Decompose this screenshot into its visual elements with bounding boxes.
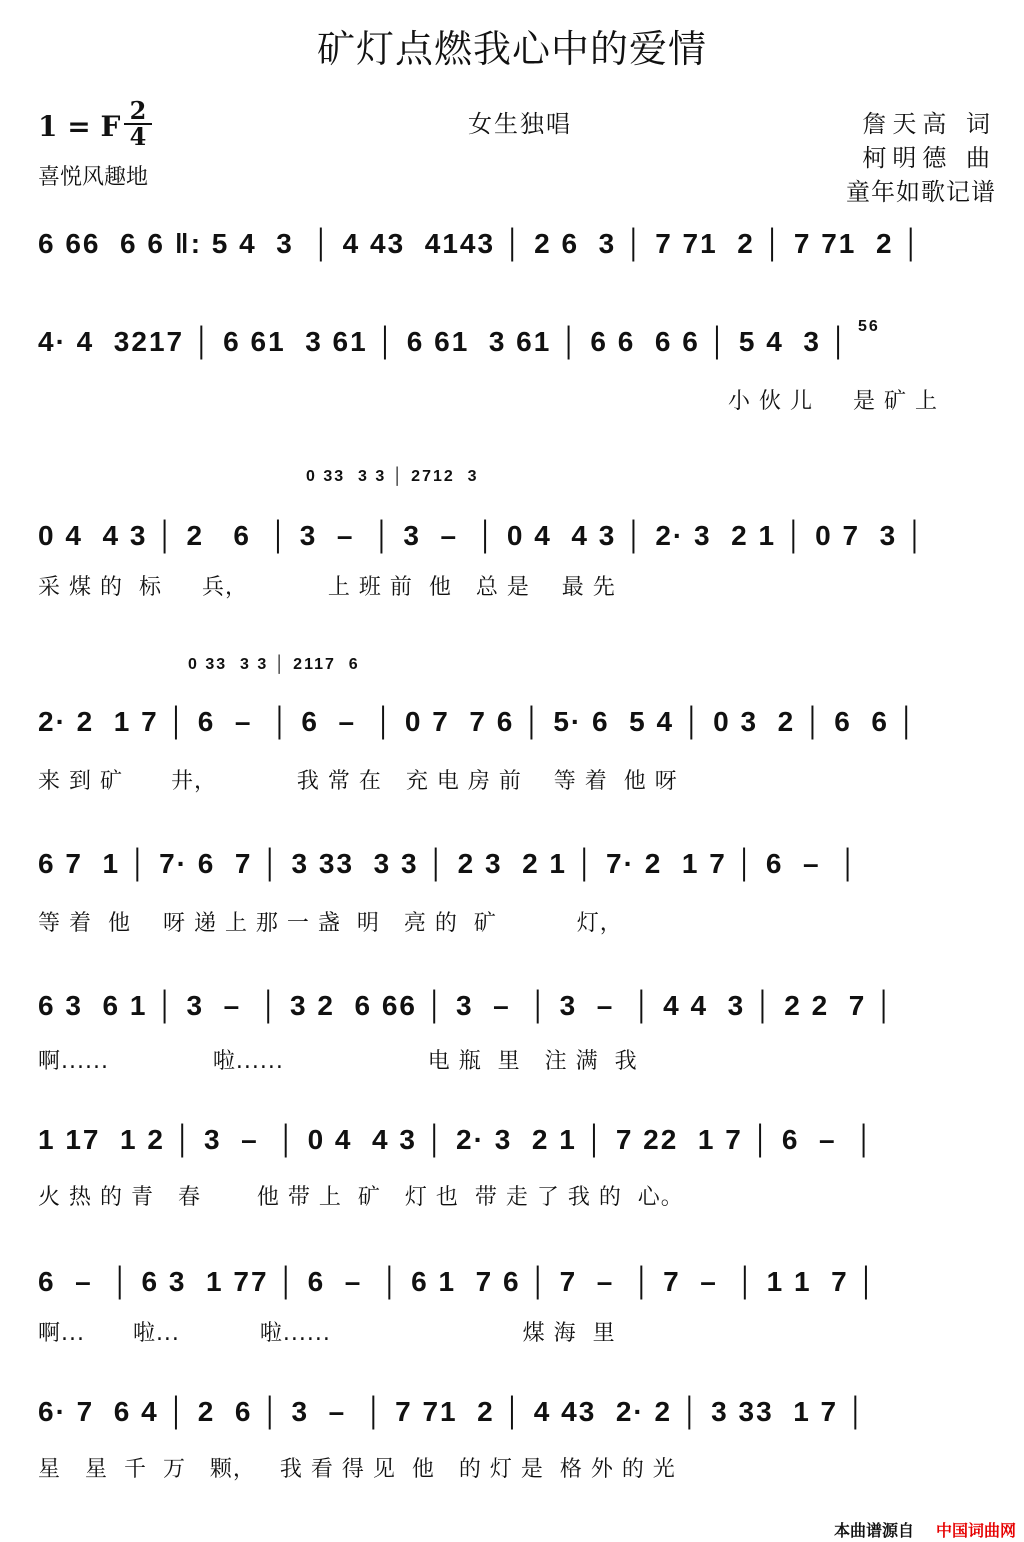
ossia-notes: 0 33 3 3 │ 2117 6 [188, 656, 360, 673]
meter-top: 2 [129, 96, 147, 125]
composer-credit: 柯明德 曲 [862, 144, 996, 172]
page-title: 矿灯点燃我心中的爱情 [316, 27, 707, 71]
key-signature: 1 = F [38, 110, 121, 143]
notation-row: 6 66 6 6 ‖: 5 4 3 │ 4 43 4143 │ 2 6 3 │ 7 71 2 │ 7 71 2 │ [38, 228, 923, 259]
transcriber-credit: 童年如歌记谱 [846, 178, 996, 206]
tempo-marking: 喜悦风趣地 [38, 165, 149, 190]
lyrics-row: 采 煤 的 标 兵， 上 班 前 他 总 是 最 先 [38, 575, 616, 600]
lyricist-credit: 詹天高 词 [862, 110, 996, 138]
footer-brand: 中国词曲网 [935, 1521, 1016, 1540]
notation-row: 6 7 1 │ 7· 6 7 │ 3 33 3 3 │ 2 3 2 1 │ 7· 2 1 7 │ 6 – │ [38, 848, 860, 879]
lyrics-row: 啊... 啦... 啦...... 煤 海 里 [38, 1321, 616, 1346]
grace-notes: 56 [858, 318, 880, 335]
notation-row: 2· 2 1 7 │ 6 – │ 6 – │ 0 7 7 6 │ 5· 6 5 4 │ 0 3 2 │ 6 6 │ [38, 706, 919, 737]
lyrics-row: 星 星 千 万 颗， 我 看 得 见 他 的 灯 是 格 外 的 光 [38, 1457, 676, 1482]
lyrics-row: 小 伙 儿 是 矿 上 [728, 389, 938, 414]
ossia-notes: 0 33 3 3 │ 2712 3 [306, 468, 479, 485]
notation-row: 6 3 6 1 │ 3 – │ 3 2 6 66 │ 3 – │ 3 – │ 4 4 3 │ 2 2 7 │ [38, 990, 896, 1021]
notation-row: 0 4 4 3 │ 2 6 │ 3 – │ 3 – │ 0 4 4 3 │ 2· 3 2 1 │ 0 7 3 │ [38, 520, 927, 551]
notation-row: 1 17 1 2 │ 3 – │ 0 4 4 3 │ 2· 3 2 1 │ 7 22 1 7 │ 6 – │ [38, 1124, 876, 1155]
footer-source: 本曲谱源自 [833, 1521, 914, 1540]
lyrics-row: 啊...... 啦...... 电 瓶 里 注 满 我 [38, 1049, 638, 1074]
time-signature [124, 96, 152, 151]
notation-row: 6· 7 6 4 │ 2 6 │ 3 – │ 7 71 2 │ 4 43 2· 2 │ 3 33 1 7 │ [38, 1396, 868, 1427]
lyrics-row: 等 着 他 呀 递 上 那 一 盏 明 亮 的 矿 灯， [38, 911, 623, 936]
lyrics-row: 火 热 的 青 春 他 带 上 矿 灯 也 带 走 了 我 的 心。 [38, 1185, 684, 1210]
meter-bottom: 4 [129, 122, 147, 151]
voice-type: 女生独唱 [468, 110, 572, 138]
lyrics-row: 来 到 矿 井， 我 常 在 充 电 房 前 等 着 他 呀 [38, 769, 678, 794]
notation-row: 4· 4 3217 │ 6 61 3 61 │ 6 61 3 61 │ 6 6 6 6 │ 5 4 3 │ [38, 326, 851, 357]
notation-row: 6 – │ 6 3 1 77 │ 6 – │ 6 1 7 6 │ 7 – │ 7 – │ 1 1 7 │ [38, 1266, 878, 1297]
